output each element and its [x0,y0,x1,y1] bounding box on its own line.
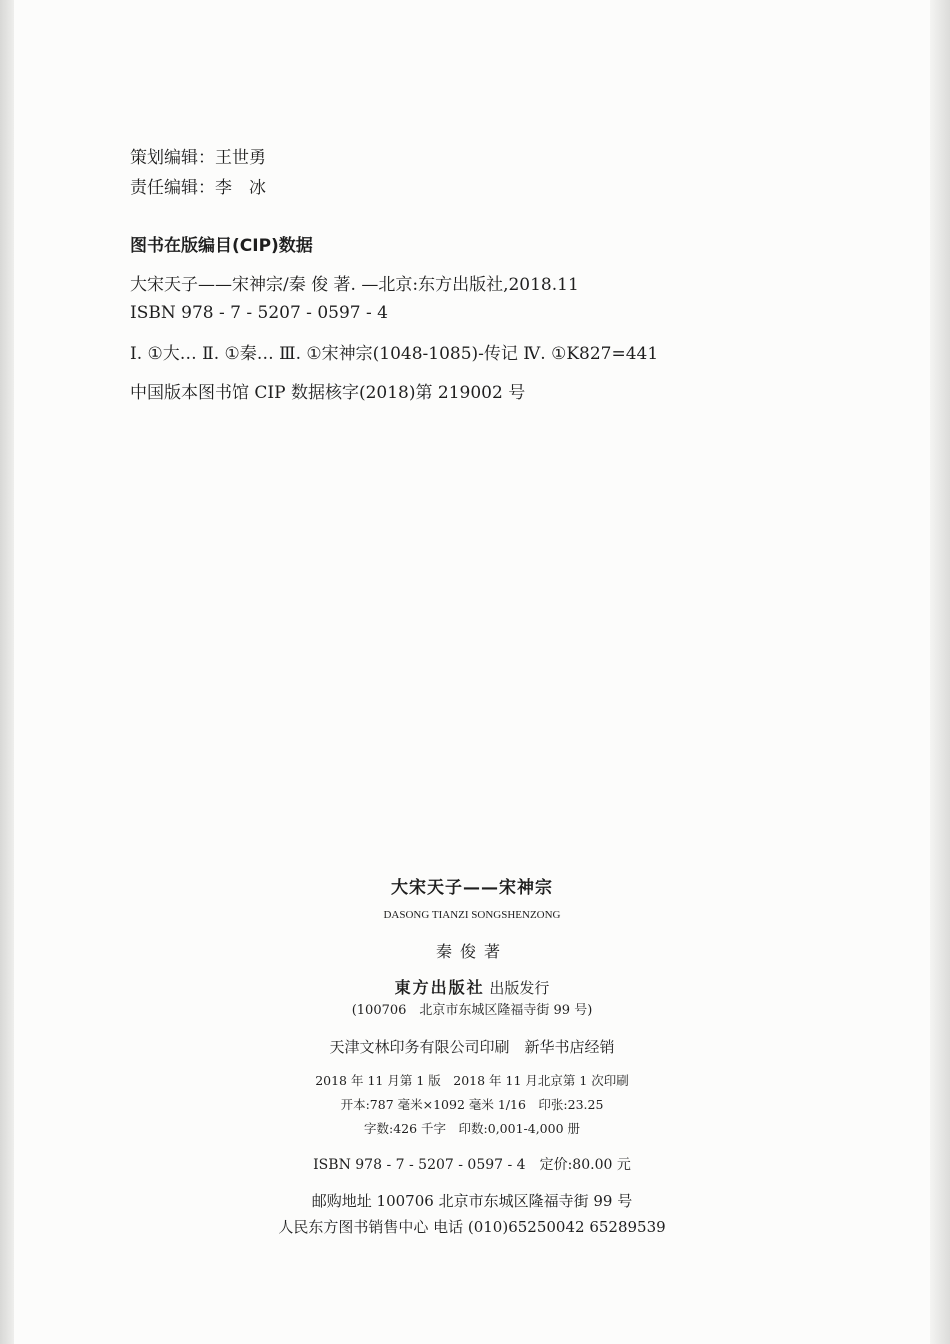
publisher-address: (100706 北京市东城区隆福寺街 99 号) [351,1003,593,1018]
cip-isbn: ISBN 978 - 7 - 5207 - 0597 - 4 [130,303,388,323]
book-title: 大宋天子——宋神宗 [391,878,553,898]
distribution-line: 人民东方图书销售中心 电话 (010)65250042 65289539 [278,1218,666,1236]
responsible-editor: 责任编辑：李 冰 [130,178,266,198]
page-left-edge [0,0,14,1344]
copyright-page [14,0,930,1344]
cip-classification: Ⅰ. ①大… Ⅱ. ①秦… Ⅲ. ①宋神宗(1048-1085)-传记 Ⅳ. ①K827=441 [130,344,659,364]
isbn-price-line: ISBN 978 - 7 - 5207 - 0597 - 4 定价:80.00 元 [313,1157,631,1173]
edition-line: 2018 年 11 月第 1 版 2018 年 11 月北京第 1 次印刷 [315,1073,629,1088]
book-pinyin-title: DASONG TIANZI SONGSHENZONG [383,909,561,921]
cip-entry: 大宋天子——宋神宗/秦 俊 著. —北京:东方出版社,2018.11 [130,275,579,295]
format-line: 开本:787 毫米×1092 毫米 1/16 印张:23.25 [340,1097,604,1112]
page-right-edge [930,0,950,1344]
publisher-name: 東方出版社 [394,978,485,997]
word-count-line: 字数:426 千字 印数:0,001-4,000 册 [363,1121,581,1136]
cip-title: 图书在版编目(CIP)数据 [130,236,313,256]
book-author: 秦俊著 [435,942,508,961]
cip-record-number: 中国版本图书馆 CIP 数据核字(2018)第 219002 号 [130,383,526,403]
planning-editor: 策划编辑：王世勇 [130,148,266,168]
publisher-suffix: 出版发行 [484,979,550,997]
publisher-line [14,980,930,996]
mail-order-line: 邮购地址 100706 北京市东城区隆福寺街 99 号 [311,1192,633,1210]
printer-line: 天津文林印务有限公司印刷 新华书店经销 [329,1038,615,1056]
